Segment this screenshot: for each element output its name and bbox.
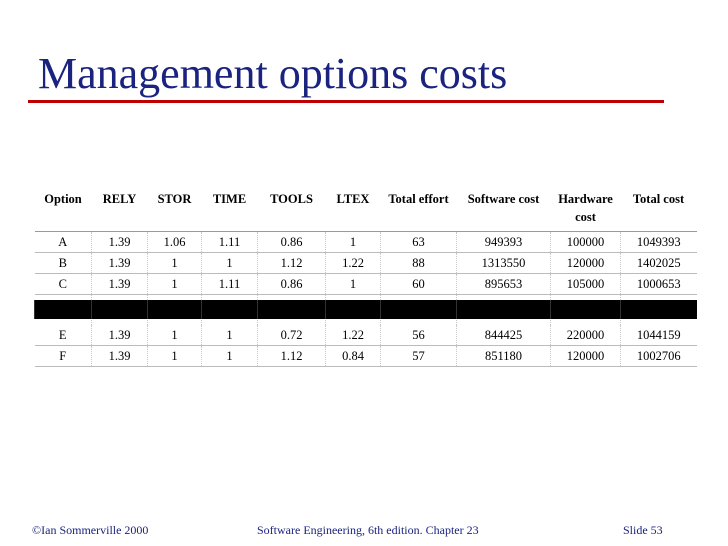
cell: 1: [202, 325, 258, 346]
header-rely: RELY: [92, 183, 148, 232]
slide-title: Management options costs: [38, 49, 508, 98]
table-row-a: [35, 232, 697, 253]
cell: 1.06: [148, 232, 202, 253]
cell: 1000653: [621, 274, 697, 295]
cell: 0.86: [258, 274, 326, 295]
cell: 60: [381, 274, 457, 295]
cell: 120000: [551, 253, 621, 274]
table-row-b: [35, 253, 697, 274]
cell: E: [35, 325, 92, 346]
header-hardware-cost: Hardware cost: [551, 183, 621, 232]
cell: 1049393: [621, 232, 697, 253]
cell: 57: [381, 346, 457, 367]
header-option: Option: [35, 183, 92, 232]
cell: 1.11: [202, 232, 258, 253]
cell: 1.12: [258, 346, 326, 367]
redacted-row: [35, 300, 697, 320]
header-stor: STOR: [148, 183, 202, 232]
cell: F: [35, 346, 92, 367]
table-row-e: [35, 325, 697, 346]
cell: 105000: [551, 274, 621, 295]
cell: 1002706: [621, 346, 697, 367]
cell: 1: [148, 253, 202, 274]
header-total-cost: Total cost: [621, 183, 697, 232]
cell: 1.22: [326, 253, 381, 274]
cell: 1: [148, 274, 202, 295]
header-ltex: LTEX: [326, 183, 381, 232]
table-header-row: [35, 183, 697, 232]
cell: 0.72: [258, 325, 326, 346]
header-time: TIME: [202, 183, 258, 232]
cell: 1.39: [92, 346, 148, 367]
cell: 1: [202, 253, 258, 274]
cell: 1: [326, 232, 381, 253]
cell: 63: [381, 232, 457, 253]
cell: B: [35, 253, 92, 274]
cell: 844425: [457, 325, 551, 346]
cell: 895653: [457, 274, 551, 295]
cell: 1.11: [202, 274, 258, 295]
cell: 1313550: [457, 253, 551, 274]
cell: 1.39: [92, 232, 148, 253]
table-row-f: [35, 346, 697, 367]
cell: 1402025: [621, 253, 697, 274]
cell: A: [35, 232, 92, 253]
cell: 851180: [457, 346, 551, 367]
cell: 120000: [551, 346, 621, 367]
cell: 1: [148, 325, 202, 346]
table-row-c: [35, 274, 697, 295]
header-tools: TOOLS: [258, 183, 326, 232]
cell: 1.39: [92, 274, 148, 295]
header-software-cost: Software cost: [457, 183, 551, 232]
cell: 220000: [551, 325, 621, 346]
cost-table: [34, 183, 697, 367]
header-total-effort: Total effort: [381, 183, 457, 232]
footer-slide-number: Slide 53: [623, 523, 663, 537]
cell: 1: [202, 346, 258, 367]
cell: 1: [326, 274, 381, 295]
cell: 1.39: [92, 253, 148, 274]
title-underline: [28, 100, 664, 103]
cell: 0.84: [326, 346, 381, 367]
cell: 100000: [551, 232, 621, 253]
cell: 56: [381, 325, 457, 346]
footer-book-reference: Software Engineering, 6th edition. Chapter 23: [257, 523, 479, 537]
cell: 1: [148, 346, 202, 367]
cell: 1.22: [326, 325, 381, 346]
cell: C: [35, 274, 92, 295]
cell: 1.39: [92, 325, 148, 346]
footer-copyright: ©Ian Sommerville 2000: [32, 523, 149, 537]
cell: 1044159: [621, 325, 697, 346]
cell: 1.12: [258, 253, 326, 274]
cell: 88: [381, 253, 457, 274]
cell: 0.86: [258, 232, 326, 253]
cell: 949393: [457, 232, 551, 253]
